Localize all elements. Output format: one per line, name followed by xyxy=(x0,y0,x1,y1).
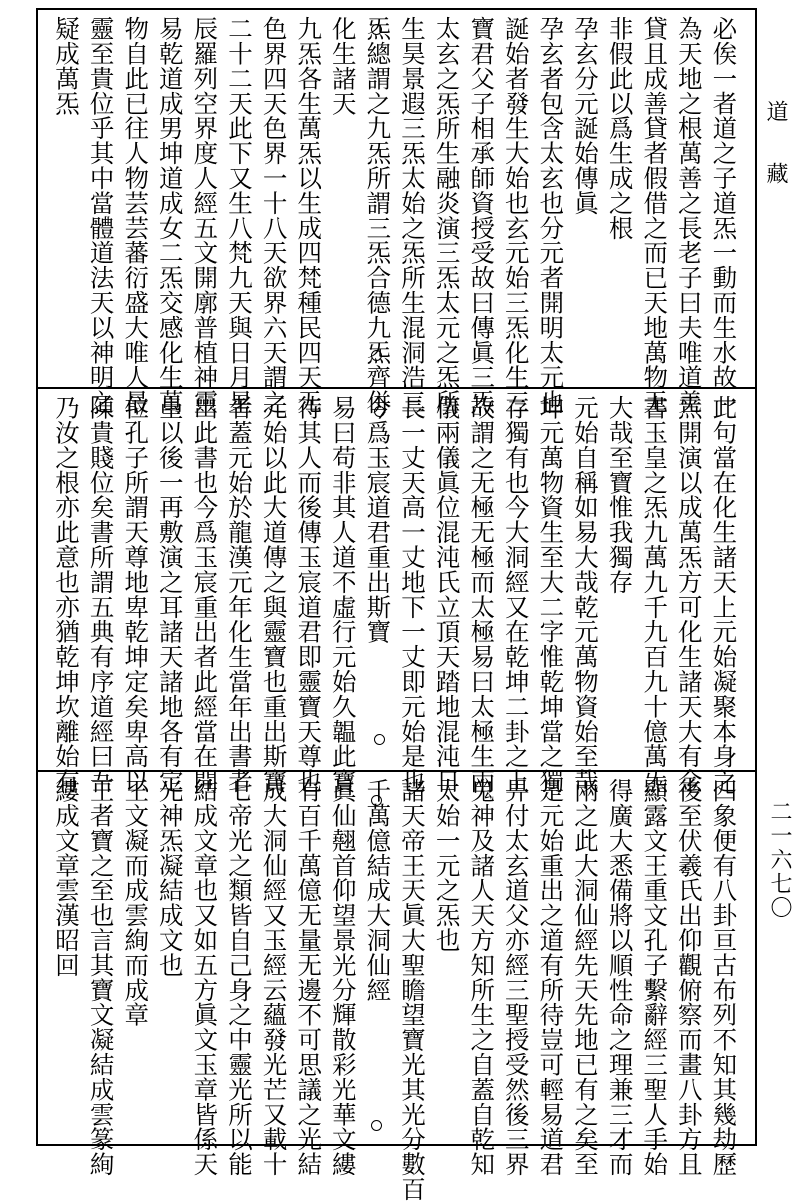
text-column: 炁開演以成萬炁方可化生諸天大有金 xyxy=(674,395,704,794)
text-column: 成大洞仙經又玉經云蘊發光芒又載十 xyxy=(259,778,289,1177)
text-column: 是元始重出之道有所待豈可輕易道君 xyxy=(536,778,566,1177)
text-column: 四象便有八卦亘古布列不知其幾劫歷 xyxy=(709,778,739,1177)
text-column: 位孔子所謂天尊地卑乾坤定矣卑高以 xyxy=(121,395,151,794)
text-column: 大哉至寶惟我獨存 xyxy=(605,395,635,595)
text-column: 顯露文王重文孔子繫辭經三聖人手始 xyxy=(640,778,670,1177)
text-column: 皇以後一再敷演之耳諸天諸地各有定 xyxy=(155,395,185,794)
circle-marker xyxy=(374,406,385,417)
text-column: 物自此已往人物芸芸蕃衍盛大唯人最 xyxy=(121,16,151,415)
text-column: 坤元萬物資生至大二字惟乾坤當之獨 xyxy=(536,395,566,794)
text-column: 王者寶之至也言其寶文凝結成雲篆絢 xyxy=(86,778,116,1177)
text-column: 長一丈天高一丈地下一丈即元始是也 xyxy=(398,395,427,794)
circle-marker xyxy=(374,734,385,745)
text-column: 色界四天色界一十八天欲界六天謂之 xyxy=(259,16,289,415)
text-column: 孕玄者包含太玄也分元者開明太元也 xyxy=(536,16,566,415)
text-column: 七帝光之類皆自己身之中靈光所以能 xyxy=(225,778,254,1177)
text-column: 孕玄分元誕始傳眞 xyxy=(571,16,600,216)
text-column: 諸天帝王天眞大聖瞻望寶光其光分數百 xyxy=(398,778,427,1201)
circle-marker xyxy=(371,350,382,361)
text-column: 二十二天此下又生八梵九天與日月星 xyxy=(225,16,254,415)
text-column: 結成文章也又如五方眞文玉章皆係天 xyxy=(190,778,220,1177)
text-column: 非假此以爲生成之根 xyxy=(605,16,635,241)
text-column: 鬼神及諸人天方知所生之自蓋自乾知 xyxy=(467,778,497,1177)
text-column: 為天地之根萬善之長老子曰夫唯道善 xyxy=(674,16,704,415)
text-column: 元始以此大道傳之與靈寶也重出斯寶 xyxy=(259,395,289,794)
text-column: 得廣大悉備將以順性命之理兼三才而 xyxy=(605,778,635,1177)
text-column: 誕始者發生大始也玄元始三炁化生三 xyxy=(501,16,531,415)
text-column: 貸且成善貸者假借之而已天地萬物无 xyxy=(640,16,670,415)
text-column: 光神炁凝結成文也 xyxy=(155,778,185,978)
text-column: 必俟一者道之子道炁一動而生水故一 xyxy=(709,16,739,415)
text-column: 縷成文章雲漢昭回 xyxy=(52,778,81,978)
text-column: 靈至貴位乎其中當體道法天以神明之 xyxy=(86,16,116,415)
text-column: 疑成萬炁 xyxy=(52,16,81,116)
circle-marker xyxy=(371,24,382,35)
text-column: 存獨有也今大洞經又在乾坤二卦之上 xyxy=(501,395,531,794)
text-panel-bottom xyxy=(38,772,755,1201)
text-column: 出此書也今爲玉宸重出者此經當在開 xyxy=(190,395,220,794)
text-panel-middle xyxy=(38,389,755,794)
text-column: 故謂之无極无極而太極易曰太極生兩 xyxy=(467,395,497,794)
page-number: 二一六七〇 xyxy=(767,800,792,920)
text-column: 畀付太玄道父亦經三聖授受然後三界 xyxy=(501,778,531,1177)
collection-title: 道藏 xyxy=(763,100,788,224)
text-column: 寶君父子相承師資授受故曰傳眞三炁 xyxy=(467,16,497,415)
text-column: 者蓋元始於龍漢元年化生當年出書者 xyxy=(225,395,254,794)
text-column: 化生諸天 xyxy=(328,16,358,116)
text-column: 太始一元之炁也 xyxy=(432,778,462,953)
text-column: 王文凝而成雲絢而成章 xyxy=(121,778,151,1027)
text-column: 生昊景遐三炁太始之炁所生混洞浩三 xyxy=(398,16,427,415)
circle-marker xyxy=(371,1120,382,1131)
text-column: 千萬億結成大洞仙經 xyxy=(363,778,393,1003)
text-column: 易乾道成男坤道成女二炁交感化生萬 xyxy=(155,16,185,415)
text-column: 待其人而後傳玉宸道君即靈寶天尊也 xyxy=(294,395,324,794)
text-column: 辰羅列空界度人經五文開廓普植神靈 xyxy=(190,16,220,415)
text-column: 儀兩儀眞位混沌氏立頂天踏地混沌日 xyxy=(432,395,462,794)
text-column: 陳貴賤位矣書所謂五典有序道經曰吾 xyxy=(86,395,116,794)
text-column: 此句當在化生諸天上元始凝聚本身之 xyxy=(709,395,739,794)
text-column: 今爲玉宸道君重出斯寶 xyxy=(363,395,393,644)
text-column: 易曰苟非其人道不虛行元始久韞此寶 xyxy=(328,395,358,794)
text-column: 書玉皇之炁九萬九千九百九十億萬炁 xyxy=(640,395,670,794)
text-column: 元始自稱如易大哉乾元萬物資始至哉 xyxy=(571,395,600,794)
text-panel-top xyxy=(38,10,755,415)
text-column: 有百千萬億无量无邊不可思議之光結 xyxy=(294,778,324,1177)
text-column: 後至伏羲氏出仰觀俯察而畫八卦方且 xyxy=(674,778,704,1177)
text-column: 兩之此大洞仙經先天先地已有之矣至 xyxy=(571,778,600,1177)
text-column: 炁總謂之九炁所謂三炁合德九炁齊併 xyxy=(363,16,393,415)
text-column: 九炁各生萬炁以生成四梵種民四天无 xyxy=(294,16,324,415)
text-column: 眞仙翹首仰望景光分輝散彩光華文縷 xyxy=(328,778,358,1177)
text-column: 太玄之炁所生融炎演三炁太元之炁所 xyxy=(432,16,462,415)
circle-marker xyxy=(371,795,382,806)
text-column: 乃汝之根亦此意也亦猶乾坤坎離始有 xyxy=(52,395,81,794)
